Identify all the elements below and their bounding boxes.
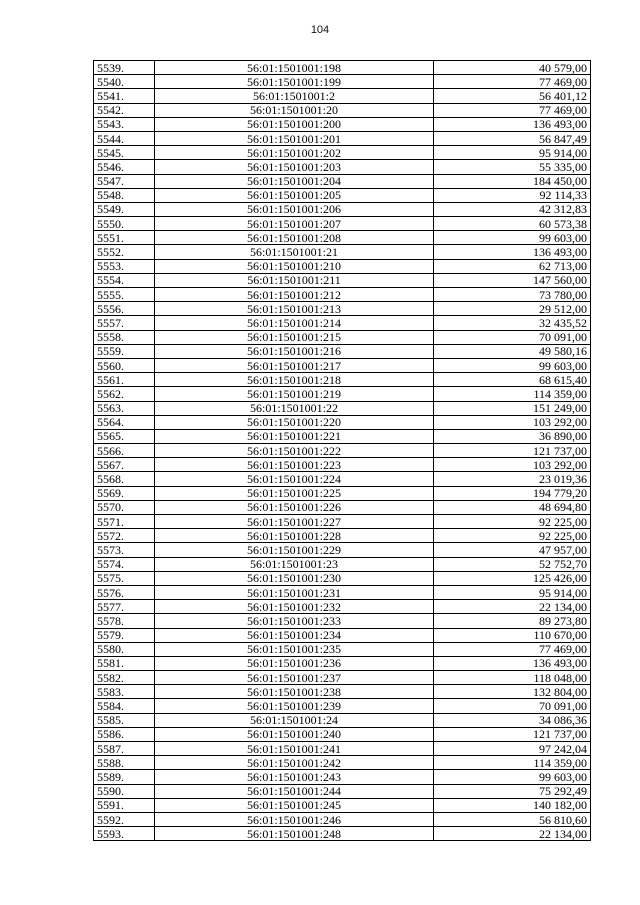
cadastral-number-cell: 56:01:1501001:225 (155, 486, 434, 500)
table-row (94, 727, 591, 741)
table-row (94, 401, 591, 415)
cadastral-value-cell: 75 292,49 (434, 784, 591, 798)
table-row (94, 557, 591, 571)
table-row (94, 358, 591, 372)
row-number-cell: 5546. (94, 160, 155, 174)
cadastral-value-cell: 103 292,00 (434, 415, 591, 429)
row-number-cell: 5580. (94, 642, 155, 656)
cadastral-number-cell: 56:01:1501001:205 (155, 188, 434, 202)
row-number-cell: 5559. (94, 344, 155, 358)
cadastral-number-cell: 56:01:1501001:246 (155, 812, 434, 826)
cadastral-number-cell: 56:01:1501001:236 (155, 656, 434, 670)
cadastral-number-cell: 56:01:1501001:221 (155, 429, 434, 443)
row-number-cell: 5542. (94, 103, 155, 117)
cadastral-value-cell: 194 779,20 (434, 486, 591, 500)
cadastral-number-cell: 56:01:1501001:203 (155, 160, 434, 174)
cadastral-number-cell: 56:01:1501001:200 (155, 117, 434, 131)
row-number-cell: 5562. (94, 387, 155, 401)
row-number-cell: 5584. (94, 699, 155, 713)
cadastral-number-cell: 56:01:1501001:215 (155, 330, 434, 344)
row-number-cell: 5560. (94, 358, 155, 372)
cadastral-value-cell: 114 359,00 (434, 756, 591, 770)
page-number: 104 (310, 24, 330, 36)
table-row (94, 61, 591, 75)
cadastral-number-cell: 56:01:1501001:213 (155, 302, 434, 316)
row-number-cell: 5577. (94, 600, 155, 614)
cadastral-value-cell: 95 914,00 (434, 146, 591, 160)
cadastral-value-cell: 136 493,00 (434, 245, 591, 259)
cadastral-value-cell: 34 086,36 (434, 713, 591, 727)
table-row (94, 415, 591, 429)
cadastral-number-cell: 56:01:1501001:231 (155, 585, 434, 599)
row-number-cell: 5581. (94, 656, 155, 670)
cadastral-number-cell: 56:01:1501001:242 (155, 756, 434, 770)
table-row (94, 500, 591, 514)
cadastral-number-cell: 56:01:1501001:24 (155, 713, 434, 727)
table-row (94, 529, 591, 543)
table-row (94, 628, 591, 642)
cadastral-value-cell: 184 450,00 (434, 174, 591, 188)
row-number-cell: 5591. (94, 798, 155, 812)
cadastral-value-cell: 89 273,80 (434, 614, 591, 628)
cadastral-value-cell: 103 292,00 (434, 458, 591, 472)
table-row (94, 827, 591, 841)
cadastral-number-cell: 56:01:1501001:23 (155, 557, 434, 571)
cadastral-value-cell: 77 469,00 (434, 75, 591, 89)
cadastral-number-cell: 56:01:1501001:223 (155, 458, 434, 472)
row-number-cell: 5589. (94, 770, 155, 784)
cadastral-number-cell: 56:01:1501001:21 (155, 245, 434, 259)
row-number-cell: 5541. (94, 89, 155, 103)
row-number-cell: 5590. (94, 784, 155, 798)
row-number-cell: 5548. (94, 188, 155, 202)
row-number-cell: 5540. (94, 75, 155, 89)
table-row (94, 600, 591, 614)
table-row (94, 685, 591, 699)
row-number-cell: 5561. (94, 373, 155, 387)
cadastral-value-cell: 62 713,00 (434, 259, 591, 273)
cadastral-number-cell: 56:01:1501001:214 (155, 316, 434, 330)
row-number-cell: 5593. (94, 827, 155, 841)
cadastral-number-cell: 56:01:1501001:245 (155, 798, 434, 812)
cadastral-number-cell: 56:01:1501001:222 (155, 444, 434, 458)
row-number-cell: 5552. (94, 245, 155, 259)
cadastral-value-cell: 77 469,00 (434, 103, 591, 117)
cadastral-value-cell: 121 737,00 (434, 444, 591, 458)
table-row (94, 798, 591, 812)
cadastral-value-cell: 56 401,12 (434, 89, 591, 103)
table-row (94, 784, 591, 798)
row-number-cell: 5553. (94, 259, 155, 273)
cadastral-value-cell: 132 804,00 (434, 685, 591, 699)
cadastral-value-cell: 36 890,00 (434, 429, 591, 443)
cadastral-value-cell: 151 249,00 (434, 401, 591, 415)
cadastral-number-cell: 56:01:1501001:2 (155, 89, 434, 103)
cadastral-value-cell: 140 182,00 (434, 798, 591, 812)
row-number-cell: 5575. (94, 571, 155, 585)
row-number-cell: 5564. (94, 415, 155, 429)
cadastral-value-cell: 121 737,00 (434, 727, 591, 741)
table-row (94, 302, 591, 316)
cadastral-value-cell: 56 810,60 (434, 812, 591, 826)
table-row (94, 571, 591, 585)
table-row (94, 486, 591, 500)
row-number-cell: 5558. (94, 330, 155, 344)
table-row (94, 756, 591, 770)
cadastral-number-cell: 56:01:1501001:206 (155, 202, 434, 216)
table-row (94, 458, 591, 472)
row-number-cell: 5582. (94, 671, 155, 685)
cadastral-number-cell: 56:01:1501001:212 (155, 288, 434, 302)
table-row (94, 330, 591, 344)
cadastral-number-cell: 56:01:1501001:241 (155, 742, 434, 756)
row-number-cell: 5588. (94, 756, 155, 770)
cadastral-value-cell: 147 560,00 (434, 273, 591, 287)
table-row (94, 89, 591, 103)
table-row (94, 259, 591, 273)
cadastral-number-cell: 56:01:1501001:219 (155, 387, 434, 401)
row-number-cell: 5556. (94, 302, 155, 316)
cadastral-number-cell: 56:01:1501001:243 (155, 770, 434, 784)
cadastral-number-cell: 56:01:1501001:248 (155, 827, 434, 841)
cadastral-number-cell: 56:01:1501001:218 (155, 373, 434, 387)
cadastral-number-cell: 56:01:1501001:237 (155, 671, 434, 685)
cadastral-value-cell: 97 242,04 (434, 742, 591, 756)
table-row (94, 174, 591, 188)
table-row (94, 344, 591, 358)
cadastral-number-cell: 56:01:1501001:20 (155, 103, 434, 117)
cadastral-number-cell: 56:01:1501001:201 (155, 131, 434, 145)
row-number-cell: 5587. (94, 742, 155, 756)
table-row (94, 429, 591, 443)
cadastral-value-table (93, 60, 591, 841)
cadastral-value-cell: 56 847,49 (434, 131, 591, 145)
row-number-cell: 5586. (94, 727, 155, 741)
cadastral-value-cell: 32 435,52 (434, 316, 591, 330)
cadastral-value-cell: 114 359,00 (434, 387, 591, 401)
table-row (94, 543, 591, 557)
row-number-cell: 5573. (94, 543, 155, 557)
table-row (94, 217, 591, 231)
table-row (94, 444, 591, 458)
cadastral-number-cell: 56:01:1501001:233 (155, 614, 434, 628)
cadastral-number-cell: 56:01:1501001:240 (155, 727, 434, 741)
row-number-cell: 5550. (94, 217, 155, 231)
row-number-cell: 5571. (94, 515, 155, 529)
row-number-cell: 5569. (94, 486, 155, 500)
table-row (94, 614, 591, 628)
table-body (94, 61, 591, 841)
table-row (94, 387, 591, 401)
table-row (94, 515, 591, 529)
cadastral-value-cell: 70 091,00 (434, 330, 591, 344)
cadastral-value-cell: 40 579,00 (434, 61, 591, 75)
cadastral-number-cell: 56:01:1501001:199 (155, 75, 434, 89)
table-row (94, 472, 591, 486)
cadastral-value-cell: 92 225,00 (434, 515, 591, 529)
table-row (94, 188, 591, 202)
cadastral-number-cell: 56:01:1501001:235 (155, 642, 434, 656)
table-row (94, 316, 591, 330)
cadastral-value-cell: 95 914,00 (434, 585, 591, 599)
table-row (94, 742, 591, 756)
row-number-cell: 5551. (94, 231, 155, 245)
cadastral-number-cell: 56:01:1501001:216 (155, 344, 434, 358)
table-row (94, 160, 591, 174)
row-number-cell: 5568. (94, 472, 155, 486)
row-number-cell: 5579. (94, 628, 155, 642)
cadastral-value-cell: 73 780,00 (434, 288, 591, 302)
cadastral-number-cell: 56:01:1501001:226 (155, 500, 434, 514)
row-number-cell: 5545. (94, 146, 155, 160)
table-row (94, 642, 591, 656)
cadastral-value-cell: 48 694,80 (434, 500, 591, 514)
cadastral-value-cell: 136 493,00 (434, 117, 591, 131)
cadastral-number-cell: 56:01:1501001:204 (155, 174, 434, 188)
cadastral-number-cell: 56:01:1501001:217 (155, 358, 434, 372)
cadastral-value-cell: 77 469,00 (434, 642, 591, 656)
table-row (94, 117, 591, 131)
cadastral-number-cell: 56:01:1501001:211 (155, 273, 434, 287)
cadastral-value-cell: 68 615,40 (434, 373, 591, 387)
table-row (94, 656, 591, 670)
row-number-cell: 5576. (94, 585, 155, 599)
cadastral-value-cell: 99 603,00 (434, 770, 591, 784)
cadastral-number-cell: 56:01:1501001:220 (155, 415, 434, 429)
row-number-cell: 5549. (94, 202, 155, 216)
row-number-cell: 5547. (94, 174, 155, 188)
table-row (94, 273, 591, 287)
table-row (94, 202, 591, 216)
row-number-cell: 5539. (94, 61, 155, 75)
table-row (94, 812, 591, 826)
row-number-cell: 5592. (94, 812, 155, 826)
row-number-cell: 5583. (94, 685, 155, 699)
cadastral-value-cell: 49 580,16 (434, 344, 591, 358)
cadastral-value-cell: 52 752,70 (434, 557, 591, 571)
table-row (94, 699, 591, 713)
row-number-cell: 5566. (94, 444, 155, 458)
table-row (94, 671, 591, 685)
row-number-cell: 5555. (94, 288, 155, 302)
cadastral-number-cell: 56:01:1501001:230 (155, 571, 434, 585)
row-number-cell: 5578. (94, 614, 155, 628)
table-row (94, 713, 591, 727)
cadastral-number-cell: 56:01:1501001:202 (155, 146, 434, 160)
table-row (94, 245, 591, 259)
table-row (94, 75, 591, 89)
cadastral-number-cell: 56:01:1501001:238 (155, 685, 434, 699)
cadastral-value-cell: 70 091,00 (434, 699, 591, 713)
cadastral-value-cell: 60 573,38 (434, 217, 591, 231)
table-row (94, 373, 591, 387)
cadastral-value-cell: 47 957,00 (434, 543, 591, 557)
cadastral-value-cell: 99 603,00 (434, 231, 591, 245)
cadastral-number-cell: 56:01:1501001:239 (155, 699, 434, 713)
row-number-cell: 5574. (94, 557, 155, 571)
row-number-cell: 5554. (94, 273, 155, 287)
cadastral-value-cell: 23 019,36 (434, 472, 591, 486)
cadastral-number-cell: 56:01:1501001:210 (155, 259, 434, 273)
cadastral-value-cell: 29 512,00 (434, 302, 591, 316)
cadastral-number-cell: 56:01:1501001:198 (155, 61, 434, 75)
row-number-cell: 5585. (94, 713, 155, 727)
row-number-cell: 5572. (94, 529, 155, 543)
row-number-cell: 5543. (94, 117, 155, 131)
cadastral-number-cell: 56:01:1501001:208 (155, 231, 434, 245)
cadastral-value-cell: 92 225,00 (434, 529, 591, 543)
table-row (94, 231, 591, 245)
cadastral-number-cell: 56:01:1501001:22 (155, 401, 434, 415)
row-number-cell: 5567. (94, 458, 155, 472)
cadastral-number-cell: 56:01:1501001:229 (155, 543, 434, 557)
cadastral-value-cell: 42 312,83 (434, 202, 591, 216)
row-number-cell: 5544. (94, 131, 155, 145)
cadastral-number-cell: 56:01:1501001:232 (155, 600, 434, 614)
cadastral-number-cell: 56:01:1501001:244 (155, 784, 434, 798)
row-number-cell: 5570. (94, 500, 155, 514)
table-row (94, 288, 591, 302)
cadastral-value-cell: 22 134,00 (434, 600, 591, 614)
cadastral-value-cell: 92 114,33 (434, 188, 591, 202)
cadastral-number-cell: 56:01:1501001:234 (155, 628, 434, 642)
cadastral-value-cell: 55 335,00 (434, 160, 591, 174)
table-row (94, 103, 591, 117)
cadastral-number-cell: 56:01:1501001:207 (155, 217, 434, 231)
row-number-cell: 5563. (94, 401, 155, 415)
cadastral-value-cell: 136 493,00 (434, 656, 591, 670)
cadastral-value-cell: 110 670,00 (434, 628, 591, 642)
cadastral-value-cell: 99 603,00 (434, 358, 591, 372)
table-row (94, 585, 591, 599)
cadastral-number-cell: 56:01:1501001:224 (155, 472, 434, 486)
cadastral-value-cell: 125 426,00 (434, 571, 591, 585)
table-row (94, 770, 591, 784)
table-row (94, 131, 591, 145)
row-number-cell: 5557. (94, 316, 155, 330)
cadastral-number-cell: 56:01:1501001:228 (155, 529, 434, 543)
cadastral-number-cell: 56:01:1501001:227 (155, 515, 434, 529)
cadastral-value-cell: 118 048,00 (434, 671, 591, 685)
row-number-cell: 5565. (94, 429, 155, 443)
cadastral-value-cell: 22 134,00 (434, 827, 591, 841)
table-row (94, 146, 591, 160)
